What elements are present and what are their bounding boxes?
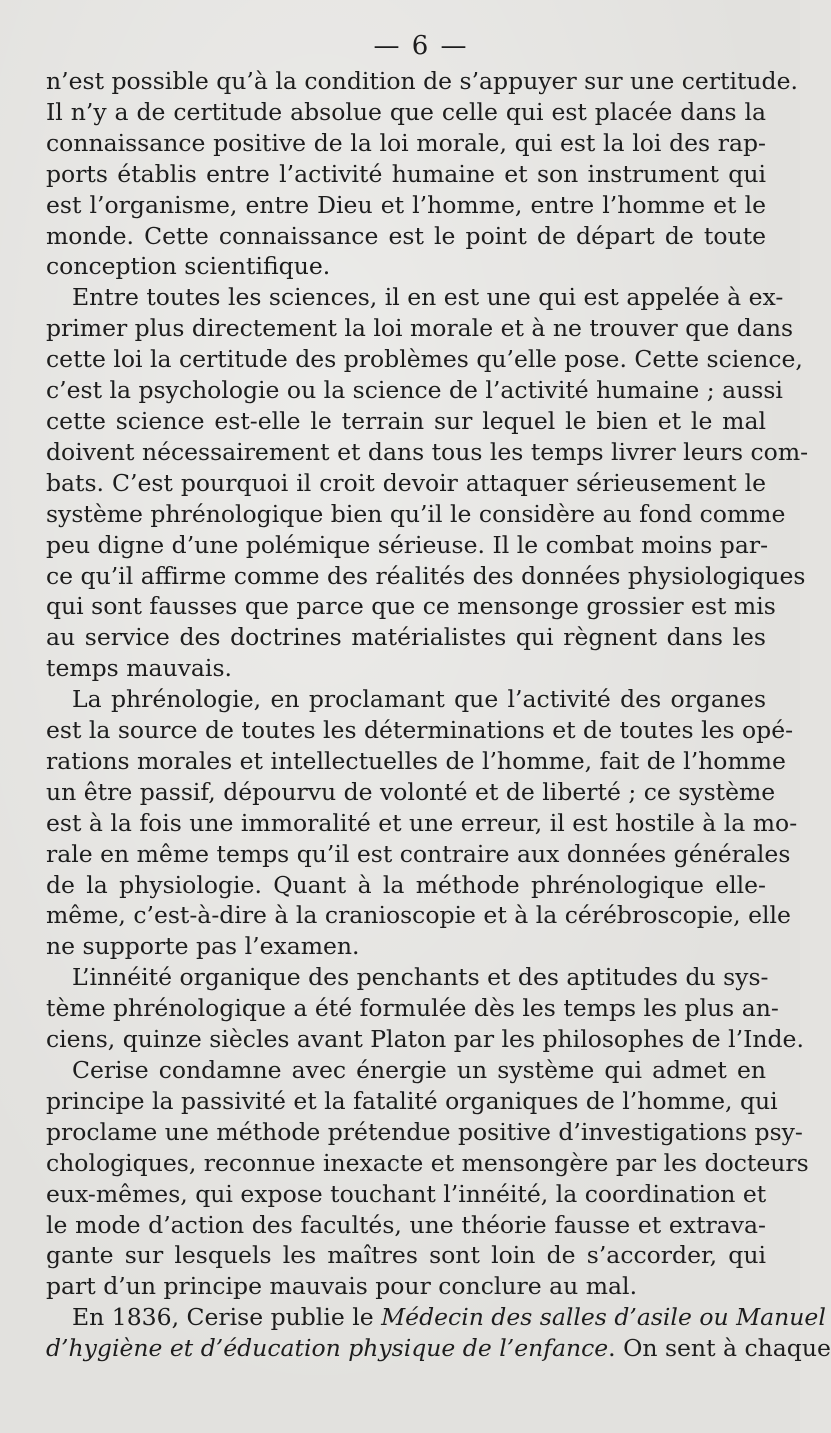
text-line: c’est la psychologie ou la science de l’activité humaine ; aussi — [46, 376, 783, 405]
text-line: temps mauvais. — [46, 654, 232, 683]
paragraph — [46, 66, 798, 282]
paragraph — [46, 1055, 809, 1302]
text-line: est à la fois une immoralité et une erreur, il est hostile à la mo- — [46, 808, 798, 837]
text-line: le mode d’action des facultés, une théorie fausse et extrava- — [46, 1210, 766, 1239]
text-line: gante sur lesquels les maîtres sont loin de s’accorder, qui — [46, 1241, 766, 1270]
paragraph — [46, 282, 809, 684]
paragraph — [46, 684, 798, 962]
text-line: même, c’est-à-dire à la cranioscopie et à la cérébroscopie, elle — [46, 901, 791, 930]
text-line: rations morales et intellectuelles de l’homme, fait de l’homme — [46, 746, 786, 775]
text-line: ciens, quinze siècles avant Platon par les philosophes de l’Inde. — [46, 1025, 804, 1054]
text-line: Cerise condamne avec énergie un système qui admet en — [72, 1056, 766, 1084]
text-line: rale en même temps qu’il est contraire aux données générales — [46, 839, 791, 868]
text-line: proclame une méthode prétendue positive d’investigations psy- — [46, 1117, 803, 1146]
text-line: de la physiologie. Quant à la méthode phrénologique elle- — [46, 870, 766, 899]
text-line: bats. C’est pourquoi il croit devoir attaquer sérieusement le — [46, 468, 766, 497]
text-line: est la source de toutes les déterminations et de toutes les opé- — [46, 716, 794, 745]
text-line: ne supporte pas l’examen. — [46, 932, 360, 961]
text-line: peu digne d’une polémique sérieuse. Il le combat moins par- — [46, 530, 769, 559]
text-line: doivent nécessairement et dans tous les temps livrer leurs com- — [46, 437, 809, 466]
paragraph — [46, 962, 804, 1055]
text-line: connaissance positive de la loi morale, qui est la loi des rap- — [46, 128, 766, 157]
text-line: n’est possible qu’à la condition de s’appuyer sur une certitude. — [46, 67, 798, 95]
text-line: ce qu’il affirme comme des réalités des données physiologiques — [46, 561, 806, 590]
text-line: La phrénologie, en proclamant que l’activité des organes — [72, 685, 766, 714]
text-line: d’hygiène et d’éducation physique de l’enfance. On sent à chaque — [46, 1334, 831, 1363]
text-line: monde. Cette connaissance est le point de départ de toute — [46, 221, 766, 250]
text-line: L’innéité organique des penchants et des aptitudes du sys- — [72, 963, 769, 992]
text-line: conception scientifique. — [46, 252, 331, 281]
text-line: ports établis entre l’activité humaine et son instrument qui — [46, 159, 766, 188]
text-line: chologiques, reconnue inexacte et mensongère par les docteurs — [46, 1148, 809, 1177]
page-number: — 6 — — [373, 31, 469, 61]
final-paragraph — [46, 1302, 831, 1364]
text-line: En 1836, Cerise publie le Médecin des salles d’asile ou Manuel — [72, 1303, 826, 1332]
text-line: Entre toutes les sciences, il en est une qui est appelée à ex- — [72, 283, 784, 312]
italic-title: d’hygiène et d’éducation physique de l’enfance — [46, 1334, 609, 1363]
text-line: primer plus directement la loi morale et à ne trouver que dans — [46, 314, 794, 343]
text-line: part d’un principe mauvais pour conclure au mal. — [46, 1272, 638, 1301]
text-line: cette loi la certitude des problèmes qu’elle pose. Cette science, — [46, 345, 803, 374]
text-line: système phrénologique bien qu’il le considère au fond comme — [46, 499, 786, 528]
text-line: principe la passivité et la fatalité organiques de l’homme, qui — [46, 1086, 778, 1115]
text-line: qui sont fausses que parce que ce mensonge grossier est mis — [46, 592, 776, 621]
text-line: au service des doctrines matérialistes qui règnent dans les — [46, 623, 766, 652]
italic-title: Médecin des salles d’asile ou Manuel — [381, 1303, 826, 1332]
text-line: cette science est-elle le terrain sur lequel le bien et le mal — [46, 406, 766, 435]
text-line: eux-mêmes, qui expose touchant l’innéité, la coordination et — [46, 1179, 767, 1208]
text-line: tème phrénologique a été formulée dès les temps les plus an- — [46, 994, 779, 1023]
text-line: un être passif, dépourvu de volonté et de liberté ; ce système — [46, 777, 776, 806]
text-line: Il n’y a de certitude absolue que celle qui est placée dans la — [46, 97, 766, 126]
body-text — [46, 66, 809, 1302]
text-line: est l’organisme, entre Dieu et l’homme, entre l’homme et le — [46, 190, 766, 219]
